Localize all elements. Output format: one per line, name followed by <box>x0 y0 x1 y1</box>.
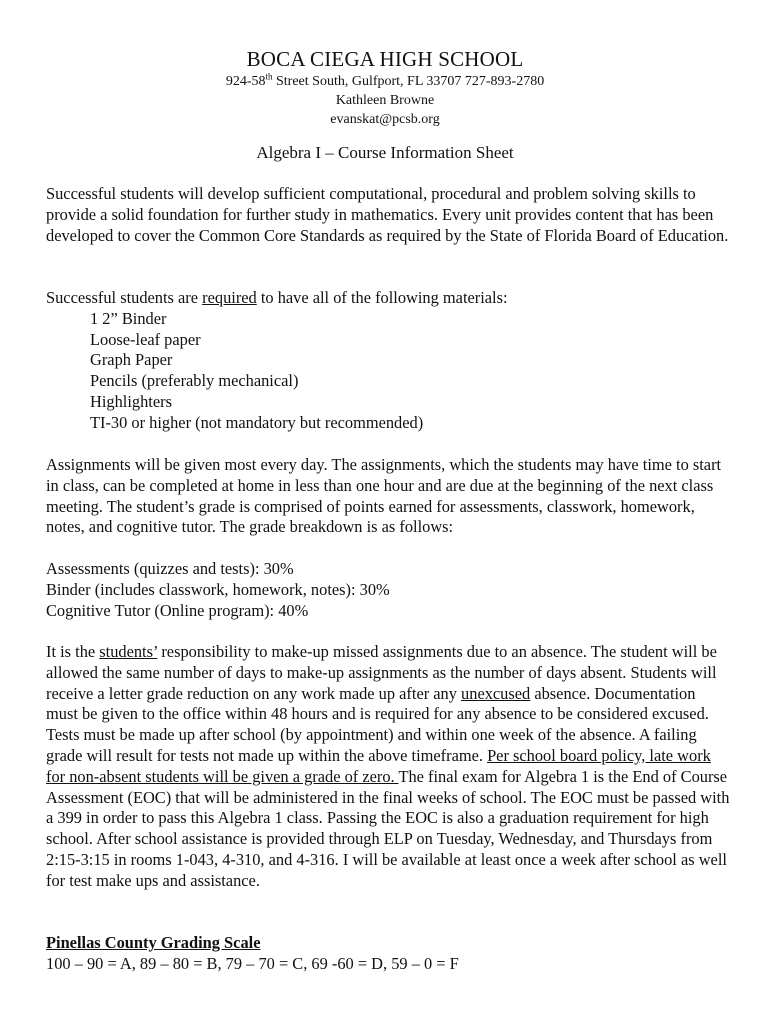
grade-breakdown-section <box>46 559 730 621</box>
school-address <box>0 72 770 91</box>
grading-scale-section <box>46 933 730 975</box>
letterhead <box>0 46 770 129</box>
school-name: BOCA CIEGA HIGH SCHOOL <box>246 47 524 71</box>
makeup-text-1: It is the <box>46 642 100 661</box>
document-title: Algebra I – Course Information Sheet <box>256 143 514 162</box>
materials-list <box>46 309 730 434</box>
teacher-email: evanskat@pcsb.org <box>330 112 440 127</box>
materials-required-word: required <box>202 288 257 307</box>
makeup-policy-paragraph <box>46 642 730 892</box>
makeup-policy-section <box>46 642 730 892</box>
makeup-students-word: students’ <box>99 642 158 661</box>
materials-item: Graph Paper <box>90 350 173 370</box>
makeup-unexcused-word: unexcused <box>461 683 531 703</box>
assignments-section <box>46 455 730 538</box>
materials-item: Highlighters <box>90 391 172 411</box>
materials-item: TI-30 or higher (not mandatory but recommended) <box>90 412 424 432</box>
grade-breakdown-item: Assessments (quizzes and tests): 30% <box>46 559 294 578</box>
materials-lead-after: to have all of the following materials: <box>256 288 508 307</box>
intro-section <box>46 184 730 246</box>
assignments-paragraph: Assignments will be given most every day. The assignments, which the students may have time to start in class, can be completed at home in less than one hour and are due at the beginning of the next class meeting. The student’s grade is comprised of points earned for assessments, classwork, homework, notes, and cognitive tutor. The grade breakdown is as follows: <box>46 455 722 537</box>
late-work-policy: Per school board policy, late work for non-absent students will be given a grade of zero. <box>46 745 711 786</box>
makeup-text-2: responsibility to make-up missed assignments due to an absence. The student will be allowed the same number of days to make-up assignments as the number of days absent. Students will receive a letter grade reduction on any work made up after any <box>46 642 717 703</box>
address-ordinal: th <box>265 71 273 82</box>
intro-paragraph: Successful students will develop sufficient computational, procedural and problem solving skills to provide a solid foundation for further study in mathematics. Every unit provides content that has been developed to cover the Common Core Standards as required by the State of Florida Board of Education. <box>46 184 729 245</box>
materials-item: 1 2” Binder <box>90 308 167 328</box>
makeup-text-3: absence. Documentation must be given to the office within 48 hours and is required for any absence to be considered excused. Tests must be made up after school (by appointment) and within one week of the absence. A failing grade will result for tests not made up within the above timeframe. <box>46 683 709 765</box>
teacher-name: Kathleen Browne <box>335 93 435 108</box>
grade-breakdown-item: Binder (includes classwork, homework, notes): 30% <box>46 579 390 599</box>
materials-item: Pencils (preferably mechanical) <box>90 371 299 391</box>
grading-scale-heading: Pinellas County Grading Scale <box>46 933 261 952</box>
makeup-text-4: The final exam for Algebra 1 is the End of Course Assessment (EOC) that will be administered in the final weeks of school. The EOC must be passed with a 399 in order to pass this Algebra 1 class. Passing the EOC is also a graduation requirement for high school. After school assistance is provided through ELP on Tuesday, Wednesday, and Thursdays from 2:15-3:15 in rooms 1-043, 4-310, and 4-316. I will be available at least once a week after school as well for test make ups and assistance. <box>46 766 730 890</box>
address-number: 924-58 <box>225 74 266 89</box>
grading-scale-values: 100 – 90 = A, 89 – 80 = B, 79 – 70 = C, 69 -60 = D, 59 – 0 = F <box>46 953 459 973</box>
grade-breakdown-item: Cognitive Tutor (Online program): 40% <box>46 600 309 620</box>
materials-item: Loose-leaf paper <box>90 329 201 349</box>
materials-section <box>46 288 730 434</box>
materials-lead <box>46 288 730 309</box>
address-street: Street South, Gulfport, FL 33707 727-893-2780 <box>272 74 545 89</box>
materials-lead-before: Successful students are <box>46 288 203 307</box>
